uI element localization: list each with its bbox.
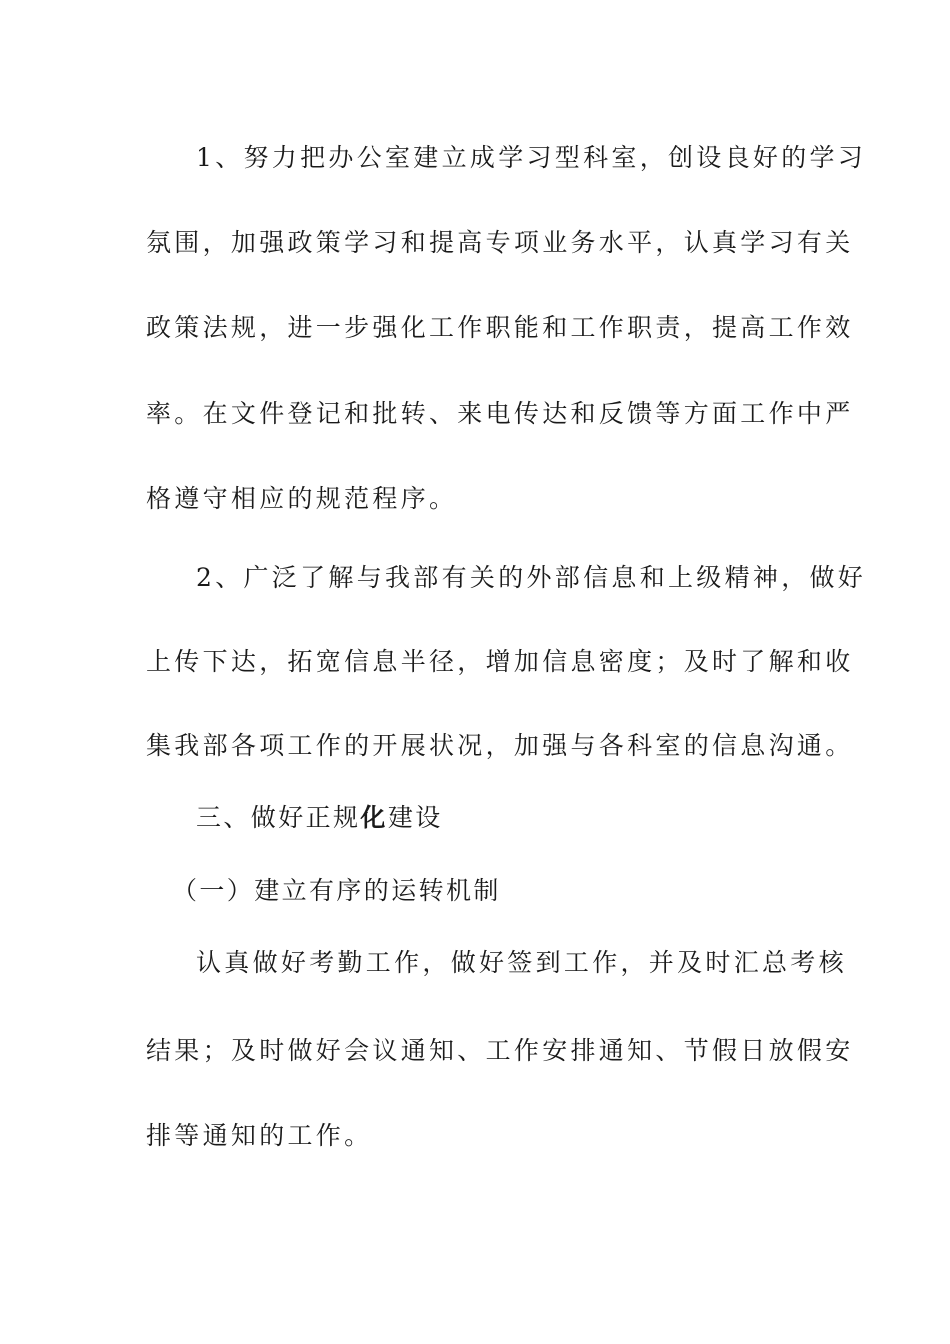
paragraph-3-line-1: 认真做好考勤工作，做好签到工作，并及时汇总考核	[196, 948, 847, 977]
paragraph-1-line-4: 率。在文件登记和批转、来电传达和反馈等方面工作中严	[146, 399, 854, 428]
section-heading-after: 建设	[387, 803, 443, 832]
paragraph-1-line-1: 1、努力把办公室建立成学习型科室，创设良好的学习	[196, 143, 867, 172]
paragraph-2-line-3: 集我部各项工作的开展状况，加强与各科室的信息沟通。	[146, 731, 854, 760]
paragraph-2-line-2: 上传下达，拓宽信息半径，增加信息密度；及时了解和收	[146, 647, 854, 676]
paragraph-3-line-3: 排等通知的工作。	[146, 1121, 373, 1150]
section-heading	[196, 802, 856, 834]
paragraph-3-line-2: 结果；及时做好会议通知、工作安排通知、节假日放假安	[146, 1036, 854, 1065]
section-heading-bold: 化	[360, 803, 388, 832]
paragraph-1-line-3: 政策法规，进一步强化工作职能和工作职责，提高工作效	[146, 313, 854, 342]
paragraph-1-line-2: 氛围，加强政策学习和提高专项业务水平，认真学习有关	[146, 228, 854, 257]
subsection-heading: （一）建立有序的运转机制	[172, 876, 501, 905]
paragraph-2-line-1: 2、广泛了解与我部有关的外部信息和上级精神，做好	[196, 563, 867, 592]
section-heading-before: 三、做好正规	[196, 803, 361, 832]
paragraph-1-line-5: 格遵守相应的规范程序。	[146, 484, 458, 513]
